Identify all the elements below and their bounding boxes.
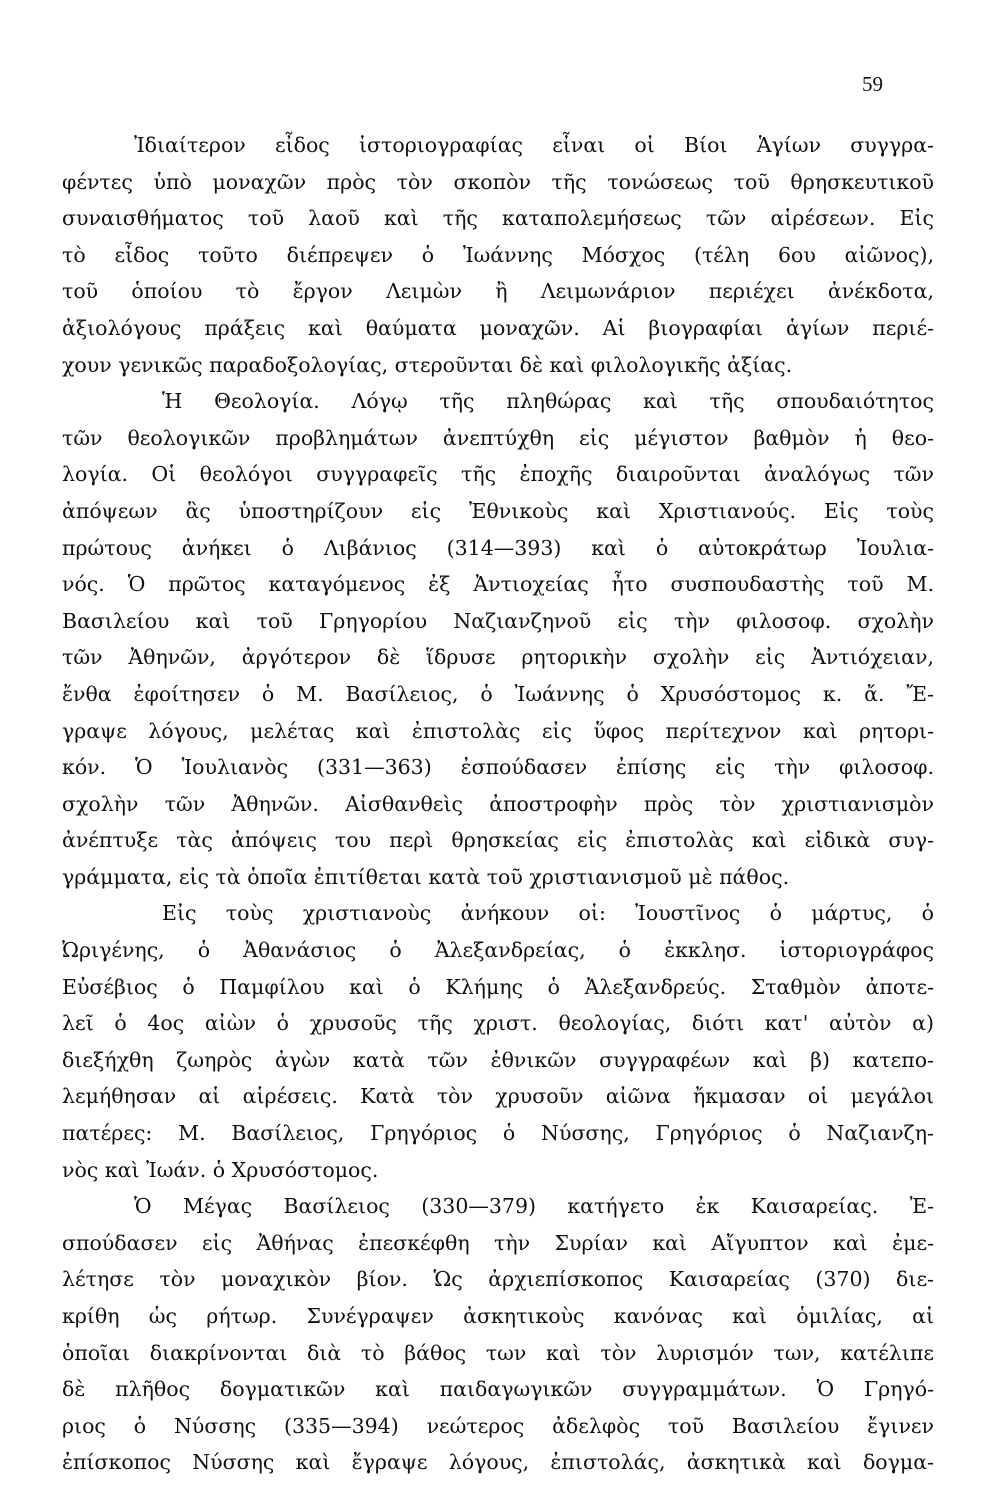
text-line: ἀπόψεων ἃς ὑποστηρίζουν εἰς Ἐθνικοὺς καὶ Χριστιανούς. Εἰς τοὺς: [62, 498, 934, 523]
text-line: πρώτους ἀνήκει ὁ Λιβάνιος (314—393) καὶ ὁ αὐτοκράτωρ Ἰουλια-: [62, 535, 934, 560]
text-line: λεῖ ὁ 4ος αἰὼν ὁ χρυσοῦς τῆς χριστ. θεολογίας, διότι κατ' αὐτὸν α): [62, 1011, 934, 1036]
text-line: Ἰδιαίτερον εἶδος ἱστοριογραφίας εἶναι οἱ Βίοι Ἁγίων συγγρα-: [134, 133, 934, 157]
text-line: Βασιλείου καὶ τοῦ Γρηγορίου Ναζιανζηνοῦ εἰς τὴν φιλοσοφ. σχολὴν: [62, 608, 934, 633]
text-line: σχολὴν τῶν Ἀθηνῶν. Αἰσθανθεὶς ἀποστροφὴν πρὸς τὸν χριστιανισμὸν: [62, 791, 934, 816]
text-line: λεμήθησαν αἱ αἱρέσεις. Κατὰ τὸν χρυσοῦν αἰῶνα ἤκμασαν οἱ μεγάλοι: [62, 1084, 934, 1109]
text-line: νὸς καὶ Ἰωάν. ὁ Χρυσόστομος.: [62, 1157, 379, 1182]
text-line: διεξήχθη ζωηρὸς ἀγὼν κατὰ τῶν ἐθνικῶν συγγραφέων καὶ β) κατεπο-: [62, 1047, 934, 1072]
text-line: ἀνέπτυξε τὰς ἀπόψεις του περὶ θρησκείας εἰς ἐπιστολὰς καὶ εἰδικὰ συγ-: [62, 828, 934, 853]
text-line: χουν γενικῶς παραδοξολογίας, στεροῦνται δὲ καὶ φιλολογικῆς ἀξίας.: [62, 352, 793, 377]
text-line: Ὁ Μέγας Βασίλειος (330—379) κατήγετο ἐκ Καισαρείας. Ἐ-: [134, 1194, 934, 1219]
text-line: λογία. Οἱ θεολόγοι συγγραφεῖς τῆς ἐποχῆς διαιροῦνται ἀναλόγως τῶν: [62, 462, 934, 487]
page-number: 59: [862, 72, 883, 96]
text-line: Εἰς τοὺς χριστιανοὺς ἀνήκουν οἱ: Ἰουστῖνος ὁ μάρτυς, ὁ: [162, 901, 934, 926]
text-line: γράμματα, εἰς τὰ ὁποῖα ἐπιτίθεται κατὰ τοῦ χριστιανισμοῦ μὲ πάθος.: [62, 864, 790, 889]
text-line: ριος ὁ Νύσσης (335—394) νεώτερος ἀδελφὸς τοῦ Βασιλείου ἔγινεν: [62, 1413, 934, 1438]
text-line: σπούδασεν εἰς Ἀθήνας ἐπεσκέφθη τὴν Συρίαν καὶ Αἴγυπτον καὶ ἐμε-: [62, 1230, 934, 1255]
text-line: συναισθήματος τοῦ λαοῦ καὶ τῆς καταπολεμήσεως τῶν αἱρέσεων. Εἰς: [62, 206, 934, 231]
text-line: λέτησε τὸν μοναχικὸν βίον. Ὡς ἀρχιεπίσκοπος Καισαρείας (370) διε-: [62, 1267, 934, 1292]
text-line: φέντες ὑπὸ μοναχῶν πρὸς τὸν σκοπὸν τῆς τονώσεως τοῦ θρησκευτικοῦ: [62, 169, 934, 194]
text-line: Εὐσέβιος ὁ Παμφίλου καὶ ὁ Κλήμης ὁ Ἀλεξανδρεύς. Σταθμὸν ἀποτε-: [62, 974, 934, 999]
text-line: Ὠριγένης, ὁ Ἀθανάσιος ὁ Ἀλεξανδρείας, ὁ ἐκκλησ. ἱστοριογράφος: [62, 938, 934, 963]
text-line: δὲ πλῆθος δογματικῶν καὶ παιδαγωγικῶν συγγραμμάτων. Ὁ Γρηγό-: [62, 1377, 934, 1402]
text-line: τῶν θεολογικῶν προβλημάτων ἀνεπτύχθη εἰς μέγιστον βαθμὸν ἡ θεο-: [62, 425, 934, 450]
text-line: νός. Ὁ πρῶτος καταγόμενος ἐξ Ἀντιοχείας ἦτο συσπουδαστὴς τοῦ Μ.: [62, 572, 934, 597]
text-line: κόν. Ὁ Ἰουλιανὸς (331—363) ἐσπούδασεν ἐπίσης εἰς τὴν φιλοσοφ.: [62, 755, 934, 780]
text-line: ἔνθα ἐφοίτησεν ὁ Μ. Βασίλειος, ὁ Ἰωάννης ὁ Χρυσόστομος κ. ἄ. Ἔ-: [62, 681, 934, 706]
text-line: γραψε λόγους, μελέτας καὶ ἐπιστολὰς εἰς ὕφος περίτεχνον καὶ ρητορι-: [62, 718, 934, 743]
text-line: ἐπίσκοπος Νύσσης καὶ ἔγραψε λόγους, ἐπιστολάς, ἀσκητικὰ καὶ δογμα-: [62, 1450, 934, 1475]
text-line: τῶν Ἀθηνῶν, ἀργότερον δὲ ἵδρυσε ρητορικὴν σχολὴν εἰς Ἀντιόχειαν,: [62, 645, 934, 670]
text-line: ἀξιολόγους πράξεις καὶ θαύματα μοναχῶν. Αἱ βιογραφίαι ἁγίων περιέ-: [62, 315, 934, 340]
text-line: κρίθη ὡς ρήτωρ. Συνέγραψεν ἀσκητικοὺς κανόνας καὶ ὁμιλίας, αἱ: [62, 1304, 934, 1328]
text-line: πατέρες: Μ. Βασίλειος, Γρηγόριος ὁ Νύσσης, Γρηγόριος ὁ Ναζιανζη-: [62, 1121, 934, 1146]
text-line: τὸ εἶδος τοῦτο διέπρεψεν ὁ Ἰωάννης Μόσχος (τέλη 6ου αἰῶνος),: [62, 242, 934, 267]
text-line: τοῦ ὁποίου τὸ ἔργον Λειμὼν ἢ Λειμωνάριον περιέχει ἀνέκδοτα,: [62, 279, 934, 304]
section-heading-line: Ἡ Θεολογία. Λόγῳ τῆς πληθώρας καὶ τῆς σπουδαιότητος: [162, 389, 934, 414]
text-line: ὁποῖαι διακρίνονται διὰ τὸ βάθος των καὶ τὸν λυρισμόν των, κατέλιπε: [62, 1340, 934, 1365]
body-text: [62, 127, 934, 1481]
